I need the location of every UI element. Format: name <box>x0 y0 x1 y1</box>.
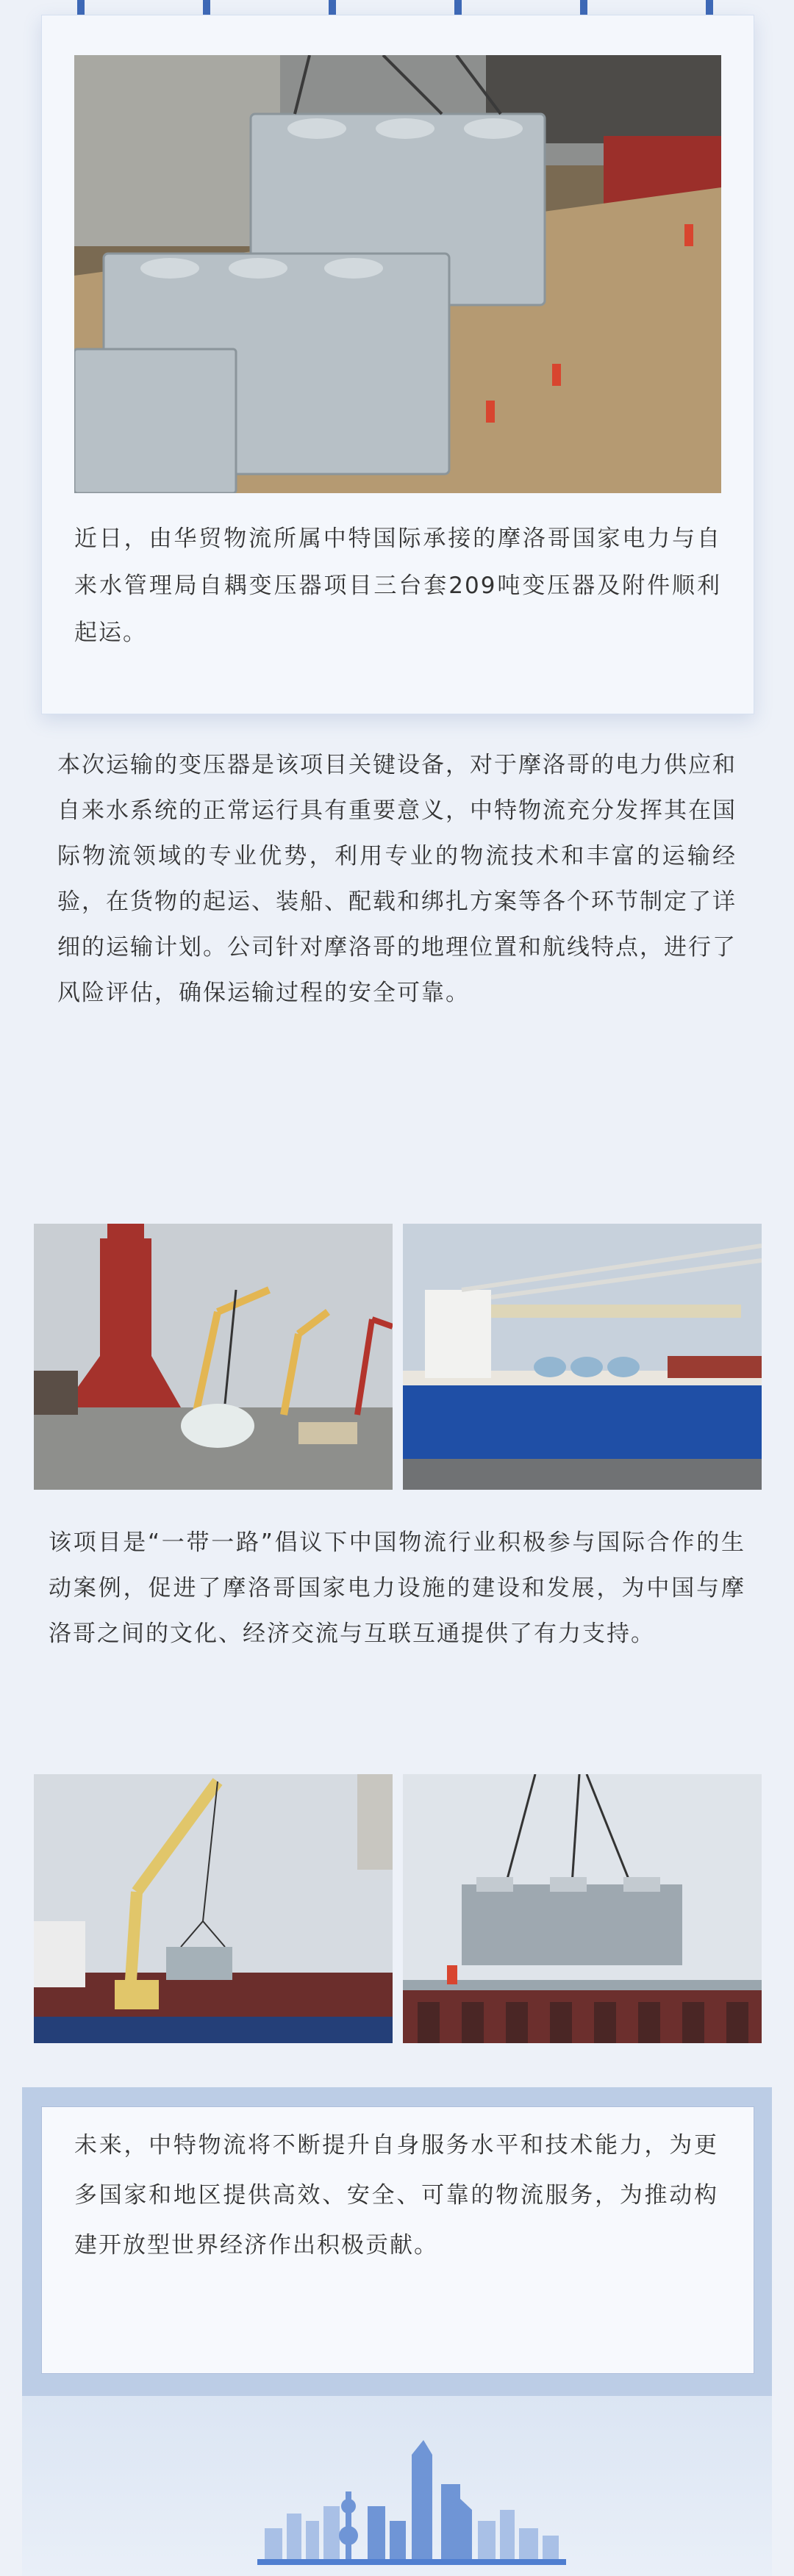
port-crane-photo <box>34 1224 393 1490</box>
intro-card <box>41 15 754 714</box>
vessel-loading-photo <box>403 1224 762 1490</box>
closing-card <box>41 2106 754 2374</box>
body-paragraph-1: 本次运输的变压器是该项目关键设备，对于摩洛哥的电力供应和自来水系统的正常运行具有重要意义，中特物流充分发挥其在国际物流领域的专业优势，利用专业的物流技术和丰富的运输经验，在货物的起运、装船、配载和绑扎方案等各个环节制定了详细的运输计划。公司针对摩洛哥的地理位置和航线特点，进行了风险评估，确保运输过程的安全可靠。 <box>57 752 737 1006</box>
closing-paragraph: 未来，中特物流将不断提升自身服务水平和技术能力，为更多国家和地区提供高效、安全、可靠的物流服务，为推动构建开放型世界经济作出积极贡献。 <box>74 2132 718 2259</box>
transformer-loading-photo <box>74 55 721 493</box>
closing-panel <box>22 2087 772 2396</box>
ship-crane-lifting-photo <box>34 1774 393 2043</box>
footer-band <box>22 2396 772 2576</box>
transformer-lift-photo <box>403 1774 762 2043</box>
body-paragraph-2: 该项目是“一带一路”倡议下中国物流行业积极参与国际合作的生动案例，促进了摩洛哥国家电力设施的建设和发展，为中国与摩洛哥之间的文化、经济交流与互联互通提供了有力支持。 <box>49 1529 745 1647</box>
intro-paragraph: 近日，由华贸物流所属中特国际承接的摩洛哥国家电力与自来水管理局自耦变压器项目三台套209吨变压器及附件顺利起运。 <box>74 525 721 646</box>
city-skyline-icon <box>257 2440 566 2565</box>
